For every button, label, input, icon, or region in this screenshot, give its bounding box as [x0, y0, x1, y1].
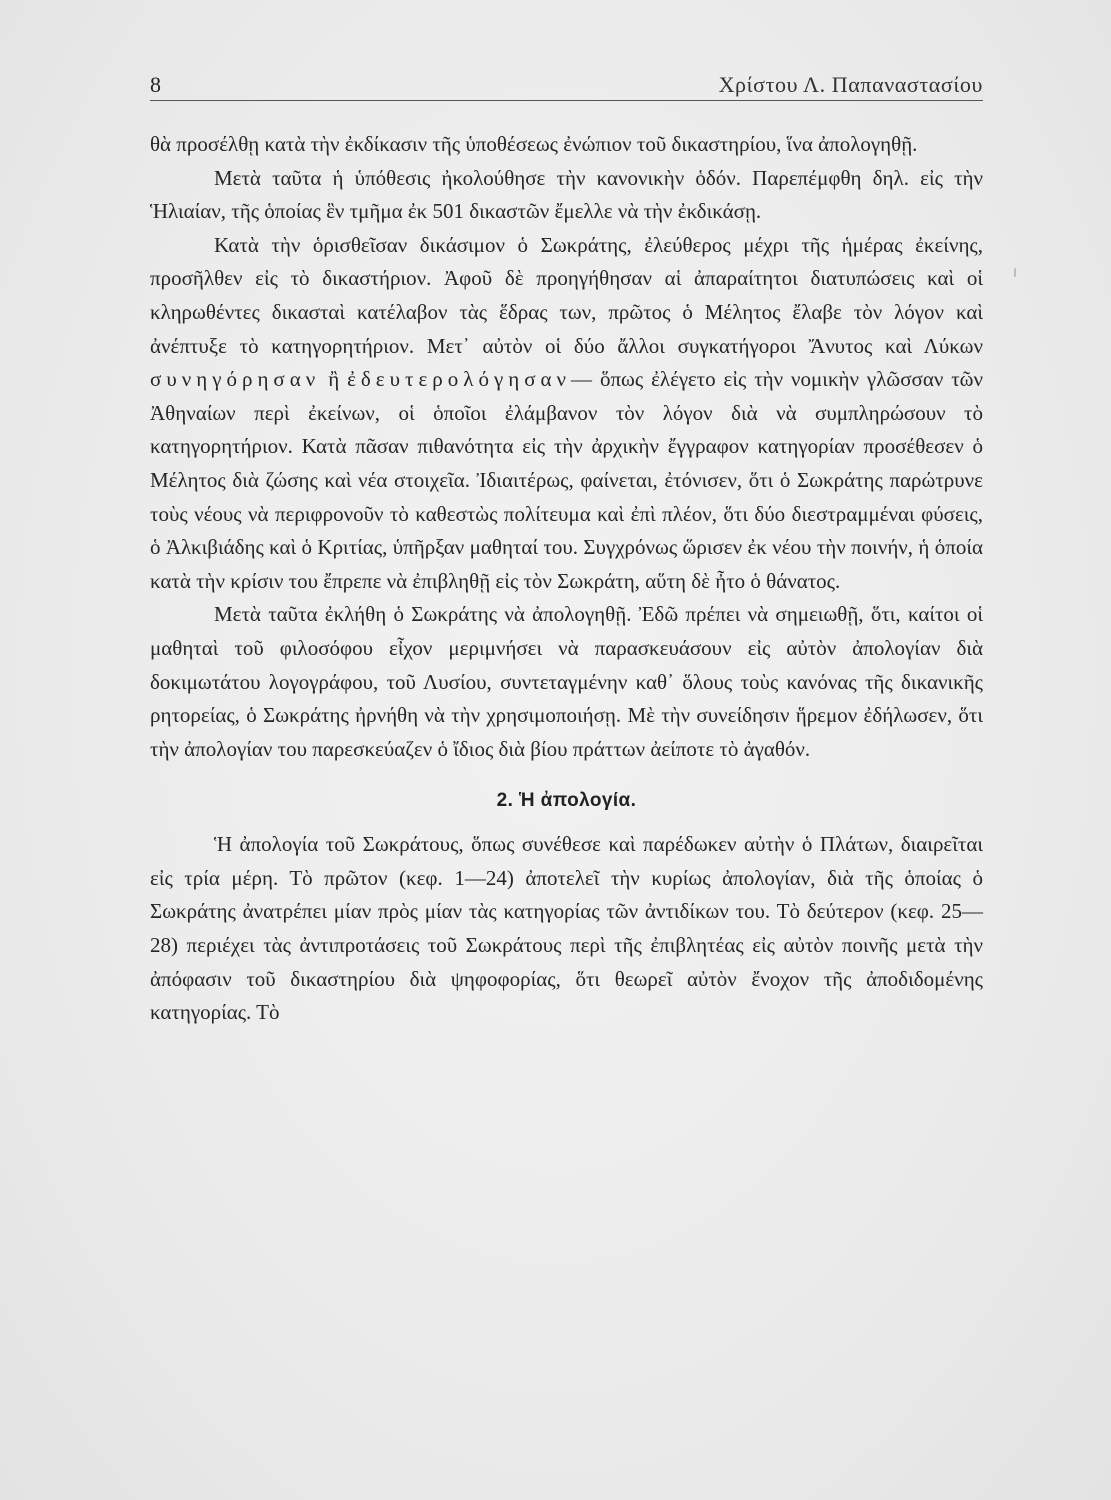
section-heading: 2. Ἡ ἀπολογία. [496, 790, 637, 812]
paragraph-trial-day-part2: — ὅπως ἐλέγετο εἰς τὴν νομικὴν γλῶσσαν τῶν Ἀθηναίων περὶ ἐκείνων, οἱ ὁποῖοι ἐλάμβανον τὸν λόγον διὰ νὰ συμπληρώσουν τὸ κατηγορητήριον. Κατὰ πᾶσαν πιθανότητα εἰς τὴν ἀρχικὴν ἔγγραφον κατηγορίαν προσέθεσεν ὁ Μέλητος διὰ ζώσης καὶ νέα στοιχεῖα. Ἰδιαιτέρως, φαίνεται, ἐτόνισεν, ὅτι ὁ Σωκράτης παρώτρυνε τοὺς νέους νὰ περιφρονοῦν τὸ καθεστὼς πολίτευμα καὶ ἐπὶ πλέον, ὅτι δύο διεστραμμέναι φύσεις, ὁ Ἀλκιβιάδης καὶ ὁ Κριτίας, ὑπῆρξαν μαθηταί του. Συγχρόνως ὥρισεν ἐκ νέου τὴν ποινήν, ἡ ὁποία κατὰ τὴν κρίσιν του ἔπρεπε νὰ ἐπιβληθῇ εἰς τὸν Σωκράτη, αὕτη δὲ ἦτο ὁ θάνατος. [150, 367, 984, 593]
running-head: Χρίστου Λ. Παπαναστασίου [718, 72, 983, 97]
spaced-word-synegoresan: συνηγόρησαν [150, 367, 321, 392]
body-text [150, 128, 983, 1030]
conjunction: ἢ [328, 367, 340, 392]
spaced-word-edeuterologesan: ἐδευτερολόγησαν [347, 367, 572, 392]
paragraph-defense-refusal: Μετὰ ταῦτα ἐκλήθη ὁ Σωκράτης νὰ ἀπολογηθῇ. Ἐδῶ πρέπει νὰ σημειωθῇ, ὅτι, καίτοι οἱ μαθηταὶ τοῦ φιλοσόφου εἶχον μεριμνήσει νὰ παρασκευάσουν εἰς αὐτὸν ἀπολογίαν διὰ δοκιμωτάτου λογογράφου, τοῦ Λυσίου, συντεταγμένην καθ᾿ ὅλους τοὺς κανόνας τῆς δικανικῆς ρητορείας, ὁ Σωκράτης ἠρνήθη νὰ τὴν χρησιμοποιήσῃ. Μὲ τὴν συνείδησιν ἥρεμον ἐδήλωσεν, ὅτι τὴν ἀπολογίαν του παρεσκεύαζεν ὁ ἴδιος διὰ βίου πράττων ἀείποτε τὸ ἀγαθόν. [150, 602, 983, 761]
paper-speck [1014, 268, 1016, 277]
paragraph-continuation: θὰ προσέλθῃ κατὰ τὴν ἐκδίκασιν τῆς ὑποθέσεως ἐνώπιον τοῦ δικαστηρίου, ἵνα ἀπολογηθῇ. [150, 132, 918, 156]
paragraph-trial-day [150, 229, 983, 599]
page-number: 8 [150, 72, 161, 97]
paragraph-trial-day-part1: Κατὰ τὴν ὁρισθεῖσαν δικάσιμον ὁ Σωκράτης, ἐλεύθερος μέχρι τῆς ἡμέρας ἐκείνης, προσῆλθεν εἰς τὸ δικαστήριον. Ἀφοῦ δὲ προηγήθησαν αἱ ἀπαραίτητοι διατυπώσεις καὶ οἱ κληρωθέντες δικασταὶ κατέλαβον τὰς ἕδρας των, πρῶτος ὁ Μέλητος ἔλαβε τὸν λόγον καὶ ἀνέπτυξε τὸ κατηγορητήριον. Μετ᾿ αὐτὸν οἱ δύο ἄλλοι συγκατήγοροι Ἄνυτος καὶ Λύκων [150, 232, 983, 358]
paragraph-heliaia: Μετὰ ταῦτα ἡ ὑπόθεσις ἠκολούθησε τὴν κανονικὴν ὁδόν. Παρεπέμφθη δηλ. εἰς τὴν Ἡλιαίαν, τῆς ὁποίας ἓν τμῆμα ἐκ 501 δικαστῶν ἔμελλε νὰ τὴν ἐκδικάσῃ. [150, 165, 983, 224]
paragraph-apology-structure: Ἡ ἀπολογία τοῦ Σωκράτους, ὅπως συνέθεσε καὶ παρέδωκεν αὐτὴν ὁ Πλάτων, διαιρεῖται εἰς τρία μέρη. Τὸ πρῶτον (κεφ. 1—24) ἀποτελεῖ τὴν κυρίως ἀπολογίαν, διὰ τῆς ὁποίας ὁ Σωκράτης ἀνατρέπει μίαν πρὸς μίαν τὰς κατηγορίας τῶν ἀντιδίκων του. Τὸ δεύτερον (κεφ. 25—28) περιέχει τὰς ἀντιπροτάσεις τοῦ Σωκράτους περὶ τῆς ἐπιβλητέας εἰς αὐτὸν ποινῆς μετὰ τὴν ἀπόφασιν τοῦ δικαστηρίου διὰ ψηφοφορίας, ὅτι θεωρεῖ αὐτὸν ἔνοχον τῆς ἀποδιδομένης κατηγορίας. Τὸ [150, 832, 983, 1025]
page-header [150, 70, 983, 101]
